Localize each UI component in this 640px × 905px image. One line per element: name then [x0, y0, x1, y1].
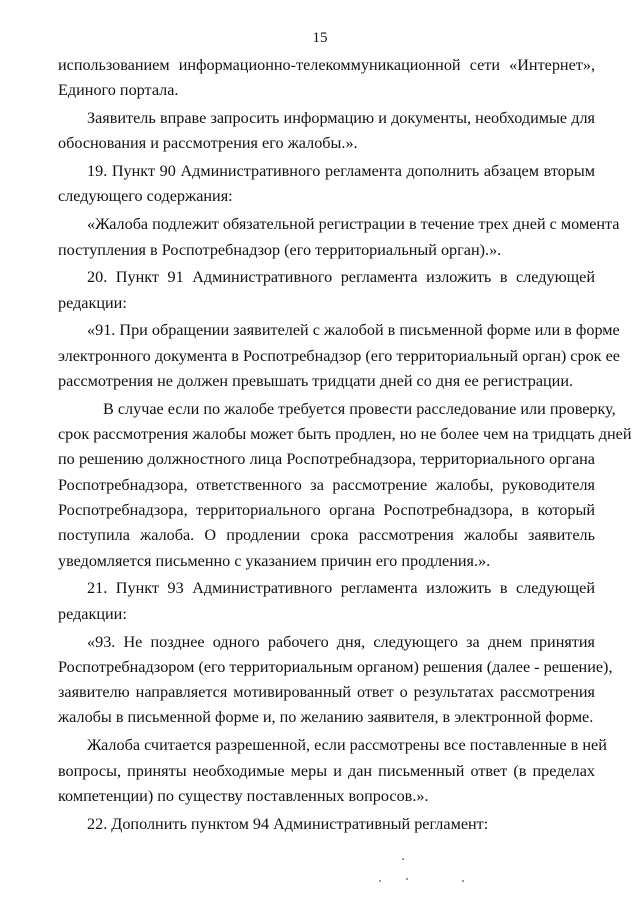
page-number: 15: [312, 30, 328, 46]
text-line: 21. Пункт 93 Административного регламента изложить в следующей: [87, 579, 595, 598]
text-line: поступления в Роспотребнадзор (его территориальный орган).».: [58, 240, 502, 259]
text-line: уведомляется письменно с указанием причин его продления.».: [58, 551, 491, 570]
text-line: 22. Дополнить пунктом 94 Административный регламент:: [87, 814, 489, 833]
paragraph-item-20: [58, 265, 595, 316]
text-line: 19. Пункт 90 Административного регламента дополнить абзацем вторым: [87, 162, 595, 181]
text-line: редакции:: [58, 293, 127, 312]
text-line: вопросы, приняты необходимые меры и дан письменный ответ (в пределах: [58, 761, 595, 780]
scan-speck: [462, 880, 464, 882]
paragraph-item-22: [58, 812, 595, 837]
text-line: В случае если по жалобе требуется провести расследование или проверку,: [103, 399, 616, 418]
text-line: Жалоба считается разрешенной, если рассмотрены все поставленные в ней: [87, 736, 607, 755]
text-line: поступила жалоба. О продлении срока рассмотрения жалобы заявитель: [58, 526, 595, 545]
text-line: «91. При обращении заявителей с жалобой в письменной форме или в форме: [87, 321, 620, 340]
text-line: «93. Не позднее одного рабочего дня, следующего за днем принятия: [87, 632, 595, 651]
text-line: «Жалоба подлежит обязательной регистрации в течение трех дней с момента: [87, 215, 620, 234]
text-line: обоснования и рассмотрения его жалобы.».: [58, 134, 358, 153]
text-line: Единого портала.: [58, 81, 179, 100]
text-line: использованием информационно-телекоммуникационной сети «Интернет»,: [58, 56, 595, 74]
text-line: заявителю направляется мотивированный ответ о результатах рассмотрения: [58, 683, 595, 702]
paragraph-investigation-extension: [58, 397, 632, 574]
text-line: Заявитель вправе запросить информацию и документы, необходимые для: [87, 109, 595, 128]
text-line: Роспотребнадзором (его территориальным органом) решения (далее - решение),: [58, 657, 613, 676]
text-line: 20. Пункт 91 Административного регламента изложить в следующей: [87, 268, 595, 287]
text-line: срок рассмотрения жалобы может быть продлен, но не более чем на тридцать дней: [58, 425, 632, 444]
scan-speck: [402, 858, 404, 860]
paragraph-applicant-rights: [58, 106, 595, 157]
text-line: электронного документа в Роспотребнадзор (его территориальный орган) срок ее: [58, 346, 620, 365]
text-line: Роспотребнадзора, ответственного за рассмотрение жалобы, руководителя: [58, 475, 595, 494]
text-line: по решению должностного лица Роспотребнадзора, территориального органа: [58, 450, 595, 469]
text-line: компетенции) по существу поставленных вопросов.».: [58, 786, 429, 805]
paragraph-clause-91: [58, 318, 620, 394]
scan-speck: [379, 880, 381, 882]
paragraph-item-19: [58, 159, 595, 210]
text-line: рассмотрения не должен превышать тридцати дней со дня ее регистрации.: [58, 372, 574, 391]
document-body: [58, 53, 632, 839]
scan-speck: [406, 878, 408, 880]
text-line: следующего содержания:: [58, 187, 233, 206]
paragraph-complaint-resolved: [58, 733, 607, 809]
text-line: жалобы в письменной форме и, по желанию заявителя, в электронной форме.: [58, 708, 594, 727]
text-line: Роспотребнадзора, территориального органа Роспотребнадзора, в который: [58, 501, 595, 520]
paragraph-registration-quote: [58, 212, 620, 263]
paragraph-internet-portal: [58, 53, 595, 104]
text-line: редакции:: [58, 604, 127, 623]
paragraph-item-21: [58, 576, 595, 627]
paragraph-clause-93: [58, 630, 613, 731]
